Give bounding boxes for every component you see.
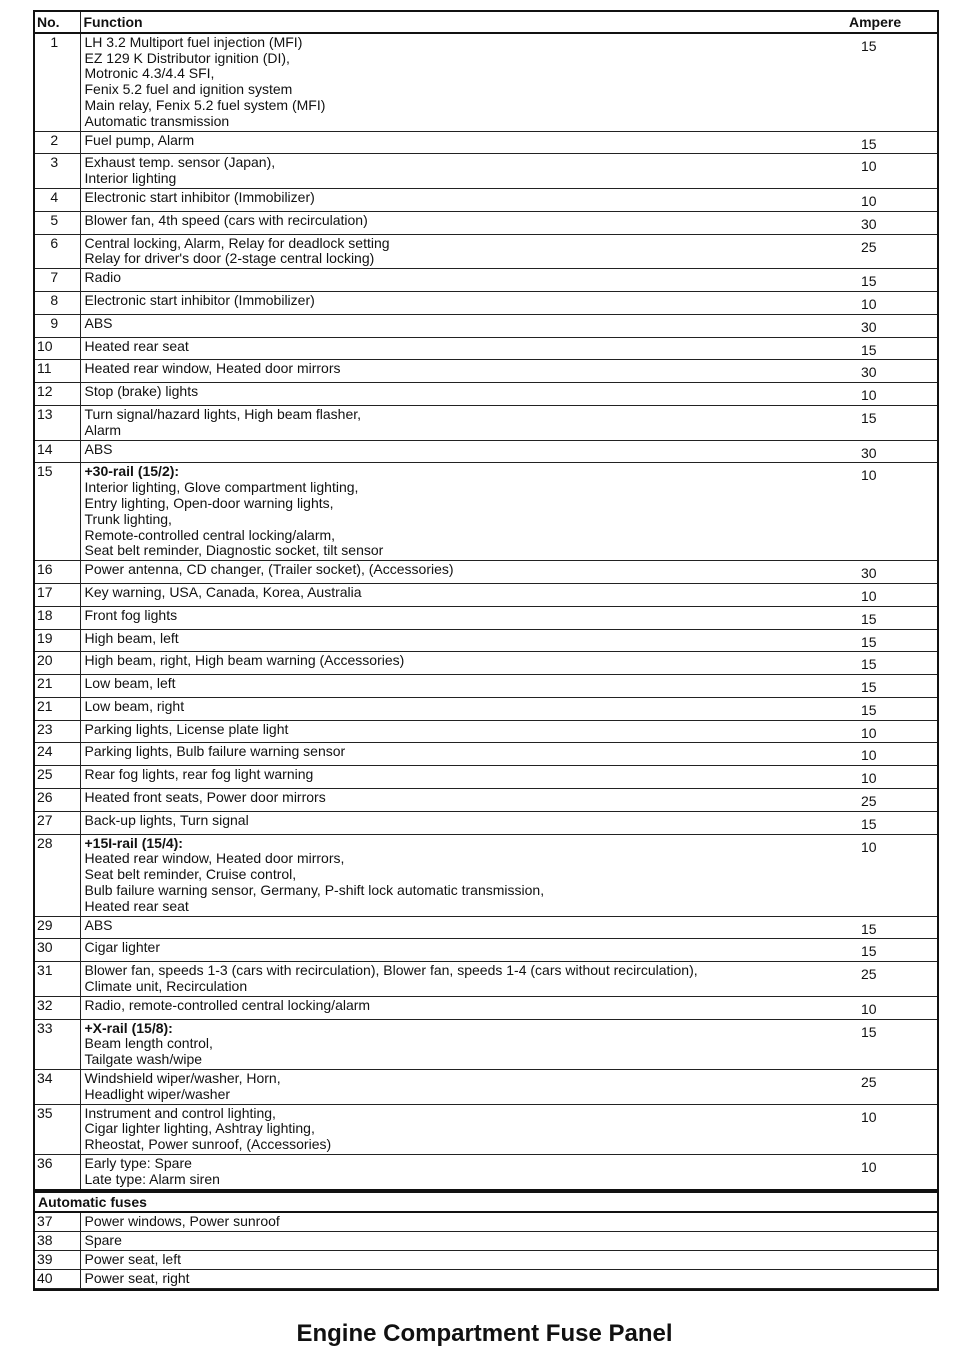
fuse-number: 18: [35, 606, 80, 629]
function-line: Alarm: [84, 421, 122, 438]
page-title: Engine Compartment Fuse Panel: [296, 1320, 673, 1347]
fuse-number: 21: [35, 697, 80, 720]
fuse-ampere: 10: [841, 463, 937, 561]
function-line: High beam, left: [84, 629, 179, 646]
table-row: [35, 405, 937, 440]
fuse-ampere: 15: [841, 916, 937, 939]
fuse-ampere: [841, 1212, 937, 1231]
table-row: [35, 234, 937, 269]
fuse-number: 26: [35, 789, 80, 812]
header-function: Function: [80, 12, 841, 33]
fuse-ampere: 25: [841, 1070, 937, 1105]
fuse-ampere: 15: [841, 337, 937, 360]
fuse-ampere: 10: [841, 583, 937, 606]
fuse-ampere: 10: [841, 188, 937, 211]
table-row: [35, 1019, 937, 1069]
table-row: [35, 939, 937, 962]
fuse-number: 20: [35, 652, 80, 675]
function-line: Interior lighting, Glove compartment lighting,: [84, 479, 359, 496]
function-line: Beam length control,: [84, 1035, 213, 1052]
fuse-table-container: [33, 10, 939, 1291]
fuse-ampere: 15: [841, 405, 937, 440]
function-line: Power antenna, CD changer, (Trailer socket), (Accessories): [84, 561, 454, 578]
fuse-function: [80, 675, 841, 698]
table-row: [35, 188, 937, 211]
table-row: [35, 697, 937, 720]
fuse-ampere: 30: [841, 314, 937, 337]
function-line: Low beam, right: [84, 697, 185, 714]
fuse-number: 35: [35, 1104, 80, 1154]
fuse-number: 17: [35, 583, 80, 606]
fuse-number: 33: [35, 1019, 80, 1069]
function-line: EZ 129 K Distributor ignition (DI),: [84, 49, 290, 66]
fuse-number: 32: [35, 996, 80, 1019]
function-line: Seat belt reminder, Cruise control,: [84, 866, 297, 883]
table-row: [35, 789, 937, 812]
fuse-function: [80, 811, 841, 834]
function-line: Windshield wiper/washer, Horn,: [84, 1070, 281, 1087]
table-row: [35, 561, 937, 584]
header-no: No.: [35, 12, 80, 33]
table-row: [35, 1070, 937, 1105]
table-row: [35, 606, 937, 629]
fuse-function: [80, 154, 841, 189]
table-row: [35, 916, 937, 939]
function-line: Headlight wiper/washer: [84, 1085, 231, 1102]
function-line: Exhaust temp. sensor (Japan),: [84, 154, 276, 171]
function-line: LH 3.2 Multiport fuel injection (MFI): [84, 33, 303, 50]
fuse-function: [80, 33, 841, 131]
table-row: [35, 834, 937, 916]
fuse-function: [80, 743, 841, 766]
fuse-ampere: [841, 1232, 937, 1251]
table-row: [35, 314, 937, 337]
fuse-ampere: 15: [841, 33, 937, 131]
fuse-number: 38: [35, 1232, 80, 1251]
table-row: [35, 33, 937, 131]
function-line: Radio, remote-controlled central locking/alarm: [84, 996, 371, 1013]
table-row: [35, 652, 937, 675]
fuse-function: [80, 996, 841, 1019]
function-line: Motronic 4.3/4.4 SFI,: [84, 65, 215, 82]
table-row: [35, 720, 937, 743]
fuse-number: 31: [35, 962, 80, 997]
fuse-function: [80, 720, 841, 743]
function-line: Rheostat, Power sunroof, (Accessories): [84, 1136, 332, 1153]
function-line: Interior lighting: [84, 170, 177, 187]
function-line: Key warning, USA, Canada, Korea, Australia: [84, 583, 362, 600]
function-line: Heated rear window, Heated door mirrors,: [84, 850, 345, 867]
function-line: Central locking, Alarm, Relay for deadlock setting: [84, 234, 390, 251]
fuse-number: 27: [35, 811, 80, 834]
fuse-number: 30: [35, 939, 80, 962]
fuse-number: 40: [35, 1269, 80, 1288]
fuse-number: 23: [35, 720, 80, 743]
fuse-function: [80, 962, 841, 997]
fuse-ampere: 30: [841, 360, 937, 383]
function-line: Turn signal/hazard lights, High beam flasher,: [84, 405, 362, 422]
table-row: [35, 811, 937, 834]
table-row: [35, 1251, 937, 1270]
header-ampere: Ampere: [841, 12, 937, 33]
table-row: [35, 583, 937, 606]
function-line: Bulb failure warning sensor, Germany, P-shift lock automatic transmission,: [84, 882, 545, 899]
fuse-function: [80, 269, 841, 292]
fuse-ampere: 25: [841, 789, 937, 812]
fuse-number: 21: [35, 675, 80, 698]
function-line: Relay for driver's door (2-stage central locking): [84, 250, 375, 267]
fuse-number: 3: [35, 154, 80, 189]
fuse-ampere: 30: [841, 440, 937, 463]
function-line: Remote-controlled central locking/alarm,: [84, 526, 336, 543]
fuse-number: 24: [35, 743, 80, 766]
function-line: Low beam, left: [84, 675, 176, 692]
fuse-number: 36: [35, 1155, 80, 1191]
fuse-number: 5: [35, 211, 80, 234]
fuse-function: [80, 383, 841, 406]
table-row: [35, 360, 937, 383]
function-line: Heated rear seat: [84, 897, 189, 914]
fuse-function: [80, 131, 841, 154]
function-line: Blower fan, 4th speed (cars with recirculation): [84, 211, 368, 228]
table-row: [35, 211, 937, 234]
fuse-ampere: 10: [841, 720, 937, 743]
function-line: Blower fan, speeds 1-3 (cars with recirculation), Blower fan, speeds 1-4 (cars without recirculation),: [84, 962, 698, 979]
fuse-ampere: 15: [841, 131, 937, 154]
fuse-function: [80, 789, 841, 812]
table-row: [35, 675, 937, 698]
fuse-number: 6: [35, 234, 80, 269]
fuse-function: [80, 834, 841, 916]
table-row: [35, 996, 937, 1019]
function-line: ABS: [84, 440, 113, 457]
fuse-number: 34: [35, 1070, 80, 1105]
fuse-function: Power seat, left: [80, 1251, 841, 1270]
table-header-row: [35, 12, 937, 33]
function-line: Parking lights, License plate light: [84, 720, 289, 737]
fuse-number: 4: [35, 188, 80, 211]
fuse-ampere: 15: [841, 606, 937, 629]
fuse-ampere: 10: [841, 996, 937, 1019]
fuse-number: 9: [35, 314, 80, 337]
fuse-number: 14: [35, 440, 80, 463]
function-line: Heated front seats, Power door mirrors: [84, 789, 326, 806]
function-line: Stop (brake) lights: [84, 383, 199, 400]
table-row: [35, 743, 937, 766]
fuse-function: [80, 766, 841, 789]
fuse-function: [80, 916, 841, 939]
function-line: Heated rear seat: [84, 337, 189, 354]
function-line: Parking lights, Bulb failure warning sensor: [84, 743, 346, 760]
fuse-ampere: 30: [841, 561, 937, 584]
fuse-function: [80, 1019, 841, 1069]
rail-heading: +30-rail (15/2):: [84, 463, 180, 480]
fuse-function: [80, 337, 841, 360]
fuse-function: [80, 188, 841, 211]
fuse-function: [80, 652, 841, 675]
function-line: ABS: [84, 314, 113, 331]
table-row: [35, 1212, 937, 1231]
table-row: [35, 1232, 937, 1251]
fuse-ampere: 15: [841, 1019, 937, 1069]
fuse-number: 1: [35, 33, 80, 131]
fuse-function: [80, 697, 841, 720]
fuse-function: [80, 360, 841, 383]
fuse-ampere: 10: [841, 154, 937, 189]
function-line: Automatic transmission: [84, 112, 230, 129]
fuse-function: [80, 606, 841, 629]
fuse-function: [80, 1070, 841, 1105]
fuse-function: Power seat, right: [80, 1269, 841, 1288]
table-row: [35, 463, 937, 561]
fuse-number: 16: [35, 561, 80, 584]
function-line: Cigar lighter lighting, Ashtray lighting,: [84, 1120, 315, 1137]
function-line: Radio: [84, 269, 122, 286]
fuse-ampere: 15: [841, 811, 937, 834]
fuse-function: Power windows, Power sunroof: [80, 1212, 841, 1231]
function-line: Fuel pump, Alarm: [84, 131, 195, 148]
fuse-number: 28: [35, 834, 80, 916]
function-line: Late type: Alarm siren: [84, 1170, 220, 1187]
table-row: [35, 131, 937, 154]
fuse-ampere: 10: [841, 766, 937, 789]
function-line: ABS: [84, 916, 113, 933]
function-line: Instrument and control lighting,: [84, 1104, 276, 1121]
function-line: Trunk lighting,: [84, 510, 172, 527]
fuse-function: [80, 629, 841, 652]
function-line: Electronic start inhibitor (Immobilizer): [84, 291, 315, 308]
function-line: Climate unit, Recirculation: [84, 978, 248, 995]
fuse-function: [80, 405, 841, 440]
fuse-ampere: 25: [841, 234, 937, 269]
function-line: Back-up lights, Turn signal: [84, 811, 249, 828]
fuse-ampere: 30: [841, 211, 937, 234]
fuse-ampere: 10: [841, 1104, 937, 1154]
fuse-number: 10: [35, 337, 80, 360]
table-row: [35, 629, 937, 652]
fuse-number: 37: [35, 1212, 80, 1231]
function-line: Seat belt reminder, Diagnostic socket, tilt sensor: [84, 542, 384, 559]
fuse-function: [80, 440, 841, 463]
fuse-ampere: 10: [841, 834, 937, 916]
rail-heading: +15I-rail (15/4):: [84, 834, 183, 851]
fuse-ampere: 15: [841, 652, 937, 675]
function-line: Rear fog lights, rear fog light warning: [84, 766, 314, 783]
fuse-function: [80, 463, 841, 561]
fuse-function: [80, 561, 841, 584]
fuse-ampere: 10: [841, 383, 937, 406]
function-line: Heated rear window, Heated door mirrors: [84, 360, 341, 377]
table-row: [35, 269, 937, 292]
function-line: Tailgate wash/wipe: [84, 1051, 203, 1068]
fuse-ampere: 15: [841, 697, 937, 720]
fuse-ampere: 10: [841, 743, 937, 766]
fuse-number: 15: [35, 463, 80, 561]
fuse-number: 11: [35, 360, 80, 383]
function-line: Main relay, Fenix 5.2 fuel system (MFI): [84, 96, 326, 113]
table-row: [35, 383, 937, 406]
fuse-number: 13: [35, 405, 80, 440]
fuse-ampere: 15: [841, 675, 937, 698]
table-row: [35, 154, 937, 189]
fuse-function: Spare: [80, 1232, 841, 1251]
function-line: Front fog lights: [84, 606, 178, 623]
fuse-table-body: [35, 33, 937, 1191]
fuse-function: [80, 291, 841, 314]
fuse-ampere: [841, 1251, 937, 1270]
fuse-number: 19: [35, 629, 80, 652]
fuse-ampere: 25: [841, 962, 937, 997]
function-line: Fenix 5.2 fuel and ignition system: [84, 81, 293, 98]
fuse-number: 8: [35, 291, 80, 314]
section-label: Automatic fuses: [35, 1191, 937, 1213]
fuse-function: [80, 583, 841, 606]
fuse-number: 29: [35, 916, 80, 939]
fuse-function: [80, 234, 841, 269]
function-line: Entry lighting, Open-door warning lights,: [84, 494, 334, 511]
rail-heading: +X-rail (15/8):: [84, 1019, 173, 1036]
table-row: [35, 337, 937, 360]
automatic-fuses-section-row: [35, 1191, 937, 1213]
fuse-number: 2: [35, 131, 80, 154]
fuse-number: 25: [35, 766, 80, 789]
table-row: [35, 962, 937, 997]
fuse-function: [80, 939, 841, 962]
function-line: Electronic start inhibitor (Immobilizer): [84, 188, 315, 205]
table-row: [35, 1269, 937, 1288]
fuse-ampere: 15: [841, 629, 937, 652]
fuse-ampere: [841, 1269, 937, 1288]
function-line: Cigar lighter: [84, 939, 160, 956]
fuse-function: [80, 314, 841, 337]
table-row: [35, 1155, 937, 1191]
table-row: [35, 766, 937, 789]
table-row: [35, 291, 937, 314]
automatic-fuses-body: [35, 1191, 937, 1288]
fuse-ampere: 15: [841, 939, 937, 962]
fuse-table: [35, 12, 937, 1289]
fuse-function: [80, 211, 841, 234]
fuse-function: [80, 1104, 841, 1154]
table-row: [35, 440, 937, 463]
fuse-ampere: 10: [841, 1155, 937, 1191]
fuse-ampere: 10: [841, 291, 937, 314]
fuse-number: 7: [35, 269, 80, 292]
fuse-number: 39: [35, 1251, 80, 1270]
function-line: Early type: Spare: [84, 1155, 192, 1172]
fuse-ampere: 15: [841, 269, 937, 292]
function-line: High beam, right, High beam warning (Accessories): [84, 652, 405, 669]
fuse-number: 12: [35, 383, 80, 406]
table-row: [35, 1104, 937, 1154]
fuse-function: [80, 1155, 841, 1191]
